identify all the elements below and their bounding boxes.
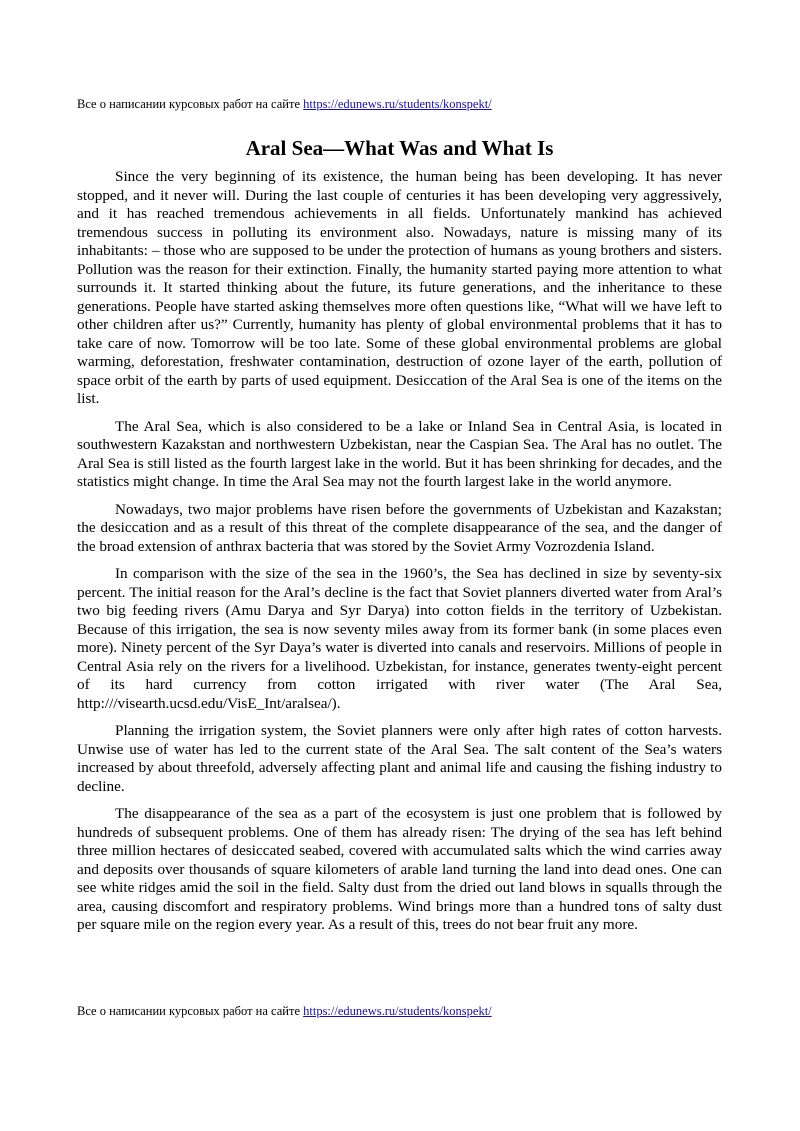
paragraph-1: Since the very beginning of its existence, the human being has been developing. It has never stopped, and it never will. During the last couple of centuries it has been developing very aggressively, and it has reached tremendous achievements in all fields. Unfortunately mankind has achieved tremendous success in polluting its environment also. Nowadays, nature is missing many of its inhabitants: – those who are supposed to be under the protection of humans as young brothers and sisters. Pollution was the reason for their extinction. Finally, the humanity started paying more attention to what surrounds it. It started thinking about the future, its future generations, and the inheritance to these generations. People have started asking themselves more often questions like, “What will we have left to other children after us?” Currently, humanity has plenty of global environmental problems that it has to take care of now. Tomorrow will be too late. Some of these global environmental problems are global warming, deforestation, freshwater contamination, destruction of ozone layer of the earth, pollution of space orbit of the earth by parts of used equipment. Desiccation of the Aral Sea is one of the items on the list. — [77, 168, 722, 407]
header-text: Все о написании курсовых работ на сайте — [77, 97, 304, 111]
paragraph-3: Nowadays, two major problems have risen before the governments of Uzbekistan and Kazakstan; the desiccation and as a result of this threat of the complete disappearance of the sea, and the danger of the broad extension of anthrax bacteria that was stored by the Soviet Army Vozrozdenia Island. — [77, 500, 722, 555]
footer-text: Все о написании курсовых работ на сайте — [77, 1004, 304, 1018]
page-footer — [77, 1003, 492, 1019]
document-body — [77, 168, 722, 944]
footer-link[interactable]: https://edunews.ru/students/konspekt/ — [303, 1004, 492, 1018]
paragraph-4: In comparison with the size of the sea in the 1960’s, the Sea has declined in size by seventy-six percent. The initial reason for the Aral’s decline is the fact that Soviet planners diverted water from Aral’s two big feeding rivers (Amu Darya and Syr Darya) into cotton fields in the territory of Uzbekistan. Because of this irrigation, the sea is now seventy miles away from its former bank (in some places even more). Ninety percent of the Syr Daya’s water is diverted into canals and reservoirs. Millions of people in Central Asia rely on the rivers for a livelihood. Uzbekistan, for instance, generates twenty-eight percent of its hard currency from cotton irrigated with river water (The Aral Sea, http:///visearth.ucsd.edu/VisE_Int/aralsea/). — [77, 565, 722, 712]
paragraph-6: The disappearance of the sea as a part of the ecosystem is just one problem that is followed by hundreds of subsequent problems. One of them has already risen: The drying of the sea has left behind three million hectares of desiccated seabed, covered with accumulated salts which the wind carries away and deposits over thousands of square kilometers of arable land turning the land into dead ones. One can see white ridges amid the soil in the field. Salty dust from the dried out land blows in squalls through the area, causing discomfort and respiratory problems. Wind brings more than a hundred tons of salty dust per square mile on the region every year. As a result of this, trees do not bear fruit any more. — [77, 805, 722, 933]
paragraph-5: Planning the irrigation system, the Soviet planners were only after high rates of cotton harvests. Unwise use of water has led to the current state of the Aral Sea. The salt content of the Sea’s waters increased by about threefold, adversely affecting plant and animal life and causing the fishing industry to decline. — [77, 722, 722, 795]
page-header — [77, 96, 492, 112]
paragraph-2: The Aral Sea, which is also considered to be a lake or Inland Sea in Central Asia, is located in southwestern Kazakstan and northwestern Uzbekistan, near the Caspian Sea. The Aral has no outlet. The Aral Sea is still listed as the fourth largest lake in the world. But it has been shrinking for decades, and the statistics might change. In time the Aral Sea may not the fourth largest lake in the world anymore. — [77, 417, 722, 490]
header-link[interactable]: https://edunews.ru/students/konspekt/ — [303, 97, 492, 111]
document-title: Aral Sea—What Was and What Is — [245, 136, 554, 160]
